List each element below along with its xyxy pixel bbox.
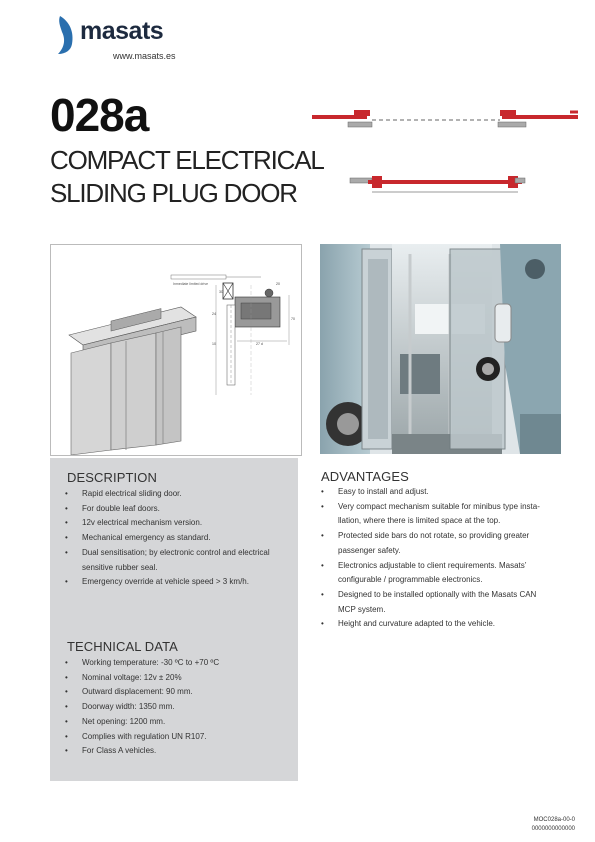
list-item-continuation: llation, where there is limited space at the top. <box>338 516 501 526</box>
list-item: • Emergency override at vehicle speed > 3 km/h. <box>62 575 297 590</box>
list-item: • Outward displacement: 90 mm. <box>62 685 297 700</box>
advantages-list <box>318 485 563 632</box>
dim-label: 10 <box>212 342 216 346</box>
dim-label: 24 <box>212 312 216 316</box>
website-link[interactable]: www.masats.es <box>113 51 176 61</box>
list-item-continuation: sensitive rubber seal. <box>82 562 158 572</box>
advantages-heading: ADVANTAGES <box>321 469 409 484</box>
list-item: • Complies with regulation UN R107. <box>62 730 297 745</box>
dim-label: 20 <box>276 282 280 286</box>
technical-drawing-frame <box>50 244 302 456</box>
document-code-line-2: 0000000000000 <box>531 826 575 832</box>
dim-label: 27 d <box>256 342 263 346</box>
list-item: • Designed to be installed optionally with the Masats CAN <box>318 588 563 603</box>
list-item: • Rapid electrical sliding door. <box>62 487 297 502</box>
model-number: 028a <box>50 89 149 141</box>
description-panel <box>50 458 298 781</box>
masats-logo-mark <box>50 14 80 56</box>
list-item: • Nominal voltage: 12v ± 20% <box>62 671 297 686</box>
title-line-2: SLIDING PLUG DOOR <box>50 178 297 208</box>
logo-text: masats <box>80 17 164 45</box>
closed-position-schematic <box>312 110 578 127</box>
description-list <box>62 487 297 590</box>
technical-list <box>62 656 297 759</box>
list-item: • Easy to install and adjust. <box>318 485 563 500</box>
list-item: • Very compact mechanism suitable for minibus type insta- <box>318 500 563 515</box>
technical-heading: TECHNICAL DATA <box>67 639 178 654</box>
dim-label: 70 <box>291 317 295 321</box>
dim-label: 30 <box>219 290 223 294</box>
list-item: • 12v electrical mechanism version. <box>62 516 297 531</box>
door-schematic-diagram <box>310 100 580 200</box>
list-item: • Protected side bars do not rotate, so providing greater <box>318 529 563 544</box>
product-title <box>50 144 324 210</box>
open-position-schematic <box>350 176 525 192</box>
list-item: • Mechanical emergency as standard. <box>62 531 297 546</box>
description-heading: DESCRIPTION <box>67 470 157 485</box>
bus-door-photo <box>320 244 561 454</box>
list-item: • Doorway width: 1350 mm. <box>62 700 297 715</box>
list-item-continuation: MCP system. <box>338 604 386 614</box>
drawing-label-left: Inmediate limited drive <box>173 282 209 286</box>
mechanism-drawing <box>51 245 301 455</box>
list-item: • Electronics adjustable to client requirements. Masats’ <box>318 559 563 574</box>
list-item: • Height and curvature adapted to the vehicle. <box>318 617 563 632</box>
list-item: • Net opening: 1200 mm. <box>62 715 297 730</box>
list-item-continuation: configurable / programmable electronics. <box>338 575 483 585</box>
title-line-1: COMPACT ELECTRICAL <box>50 145 324 175</box>
list-item-continuation: passenger safety. <box>338 545 401 555</box>
document-code <box>532 816 575 834</box>
list-item: • For Class A vehicles. <box>62 744 297 759</box>
list-item: • Dual sensitisation; by electronic control and electrical <box>62 546 297 561</box>
list-item: • For double leaf doors. <box>62 502 297 517</box>
list-item: • Working temperature: -30 ºC to +70 ºC <box>62 656 297 671</box>
document-code-line-1: MOC028a-00-0 <box>533 817 575 823</box>
